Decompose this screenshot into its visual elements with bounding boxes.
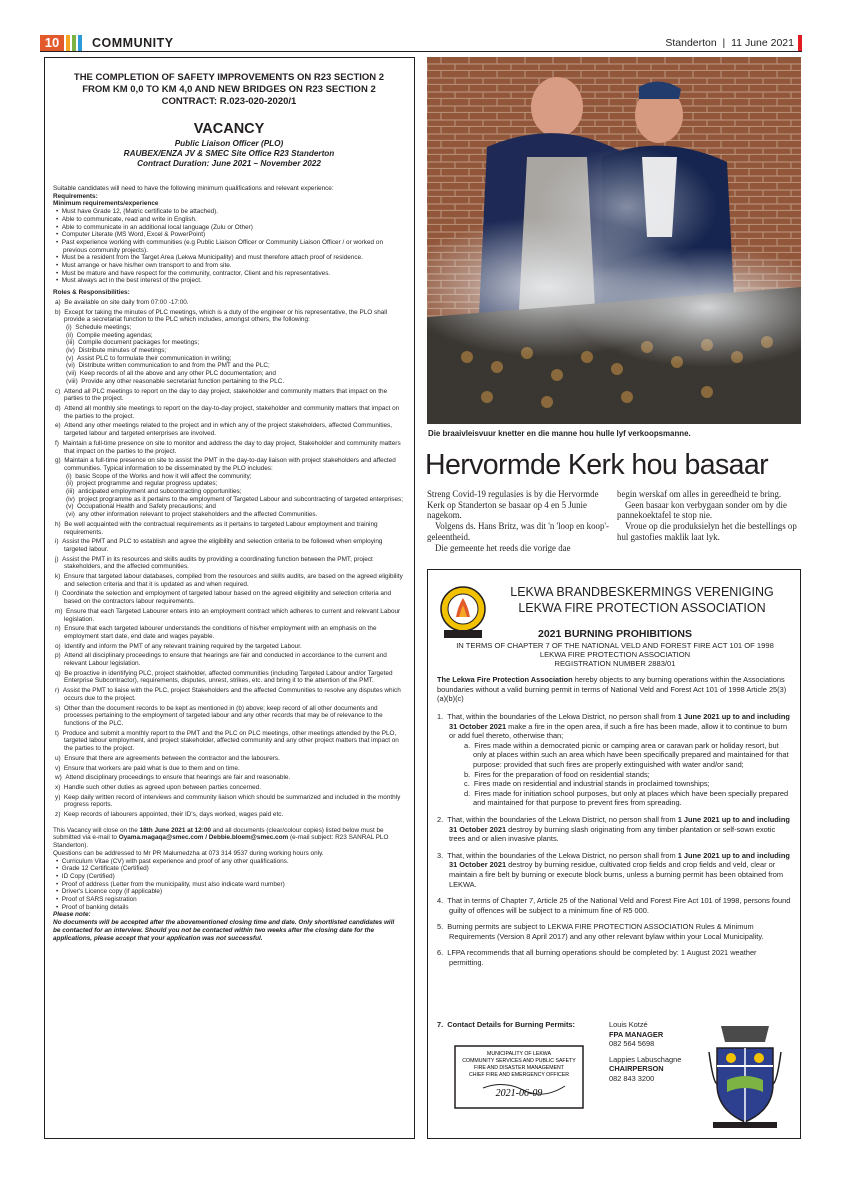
exception-text: Fires for the preparation of food on residential stands; bbox=[474, 769, 650, 779]
document-item: • Driver's Licence copy (if applicable) bbox=[56, 888, 163, 896]
requirement-item: • Must arrange or have his/her own transport to and from site. bbox=[56, 262, 232, 270]
contract-number: CONTRACT: R.023-020-2020/1 bbox=[161, 96, 297, 107]
municipal-crest bbox=[707, 1022, 783, 1130]
requirements-heading: Requirements: bbox=[53, 192, 98, 200]
role-item bbox=[53, 299, 403, 307]
role-item bbox=[53, 457, 403, 472]
prohibitions-list bbox=[437, 712, 793, 975]
role-item bbox=[53, 652, 403, 667]
role-item bbox=[53, 309, 403, 324]
prohibitions-title: 2021 BURNING PROHIBITIONS bbox=[537, 628, 693, 640]
article-column-2 bbox=[617, 489, 802, 543]
role-item bbox=[53, 811, 403, 819]
role-text: Distribute minutes of meetings; bbox=[78, 347, 167, 355]
role-key: a) bbox=[55, 298, 61, 306]
role-item bbox=[53, 705, 403, 728]
registration-number: REGISTRATION NUMBER 2883/01 bbox=[554, 659, 676, 668]
prohibition-item-5: 5. Burning permits are subject to LEKWA FIRE PROTECTION ASSOCIATION Rules & Minimum Requirements (Version 8 April 2017) and any other relevant bylaw within your Local Municipality. bbox=[437, 922, 764, 941]
minimum-requirements-heading: Minimum requirements/experience bbox=[53, 200, 159, 208]
folio: Standerton | 11 June 2021 bbox=[665, 37, 794, 49]
role-text: Assist the PMT to liaise with the PLC, project Stakeholders and the affected Communities to resolve any disputes which occurs due to the project. bbox=[62, 687, 401, 702]
role-key: n) bbox=[55, 625, 61, 633]
article-paragraph: Volgens ds. Hans Britz, was dit 'n 'loop en koop'-geleentheid. bbox=[427, 521, 609, 542]
municipal-stamp bbox=[453, 1044, 585, 1110]
role-text: Compile document packages for meetings; bbox=[78, 339, 200, 347]
role-item bbox=[53, 765, 403, 773]
exception-item bbox=[449, 779, 793, 789]
contract-duration: Contract Duration: June 2021 – November 2022 bbox=[137, 159, 321, 168]
requirement-item: • Able to communicate, read and write in English. bbox=[56, 215, 197, 223]
role-text: Assist PLC to formulate their communication in writing; bbox=[77, 354, 232, 362]
role-key: (iv) bbox=[66, 495, 75, 503]
document-item: • ID Copy (Certified) bbox=[56, 872, 115, 880]
documents-list bbox=[53, 858, 403, 912]
role-text: Occupational Health and Safety precautions; and bbox=[77, 503, 216, 511]
role-text: Distribute written communication to and from the PMT and the PLC; bbox=[78, 362, 270, 370]
role-item bbox=[53, 370, 403, 378]
note-heading: Please note: bbox=[53, 911, 91, 919]
article-paragraph: Vroue op die produksielyn het die bestellings op hul gastofies maklik laat lyk. bbox=[617, 521, 797, 542]
role-key: q) bbox=[55, 669, 61, 677]
submission-emails: Oyama.magaqa@smec.com / Debbie.bloem@smec.com bbox=[118, 834, 289, 842]
role-item bbox=[53, 573, 403, 588]
role-item bbox=[53, 670, 403, 685]
photo-caption: Die braaivleisvuur knetter en die manne hou hulle lyf verkoopsmanne. bbox=[428, 429, 691, 438]
role-key: k) bbox=[55, 573, 61, 581]
header-rule bbox=[40, 51, 802, 52]
vacancy-intro: Suitable candidates will need to have the following minimum qualifications and relevant experience: bbox=[53, 185, 334, 192]
role-key: y) bbox=[55, 793, 61, 801]
contact-details bbox=[609, 1020, 681, 1084]
role-key: e) bbox=[55, 422, 61, 430]
requirement-item: • Computer Literate (MS Word, Excel & PowerPoint) bbox=[56, 231, 206, 239]
role-text: Compile meeting agendas; bbox=[76, 331, 153, 339]
prohibition-item-4: 4. That in terms of Chapter 7, Article 25 of the National Veld and Forest Fire Act 101 of 1998, persons found guilty of offences will be subject to a minimum fine of R5 000. bbox=[437, 896, 791, 915]
role-key: l) bbox=[55, 590, 59, 598]
role-key: m) bbox=[55, 607, 63, 615]
vacancy-body bbox=[53, 185, 403, 942]
role-key: (vii) bbox=[66, 370, 77, 378]
role-key: (i) bbox=[66, 323, 72, 331]
contact-1-name: Louis Kotzé bbox=[609, 1020, 648, 1029]
prohibition-item-6: 6. LFPA recommends that all burning operations should be completed by: 1 August 2021 weather permitting. bbox=[437, 948, 757, 968]
exception-item bbox=[449, 789, 793, 808]
roles-heading: Roles & Responsibilities: bbox=[53, 289, 130, 297]
association-name-afrikaans: LEKWA BRANDBESKERMINGS VERENIGING bbox=[510, 585, 774, 599]
role-item bbox=[53, 488, 403, 496]
role-key: (ii) bbox=[66, 331, 74, 339]
role-text: Ensure that each Targeted Labourer enters into an employment contract which adheres to current and relevant Labour legislation. bbox=[64, 607, 401, 623]
role-item bbox=[53, 405, 403, 420]
role-text: Ensure that there are agreements between the contractor and the labourers. bbox=[64, 754, 280, 762]
contact-1-phone: 082 564 5698 bbox=[609, 1039, 655, 1049]
exception-text: Fires made for initiation school purposes, but only at places which have been specially prepared and maintained for that purpose to prevent fires from spreading. bbox=[473, 788, 789, 808]
role-item bbox=[53, 730, 403, 753]
role-text: Maintain a full-time presence on site to assist the PMT in the day-to-day liaison with project stakeholders and affected communities. Typical information to be disseminated by the PLO includes: bbox=[64, 457, 396, 472]
exception-text: Fires made within a democrated picnic or camping area or caravan park or holiday resort, but only at places within such an area which have been specifically prepared and maintained for that purpose: provided that such fires are properly extinguished with water and/or sand; bbox=[473, 740, 789, 769]
stamp-line-3: FIRE AND DISASTER MANAGEMENT bbox=[474, 1065, 564, 1071]
role-text: Identify and inform the PMT of any relevant training required by the targeted Labour. bbox=[64, 642, 302, 650]
article-column-1 bbox=[427, 489, 612, 553]
role-text: Except for taking the minutes of PLC meetings, which is a duty of the engineer or his representative, the PLO shall provide a secretariat function to the PLC which includes, amongst others, the following: bbox=[64, 308, 388, 324]
role-text: Be well acquainted with the contractual requirements as it pertains to targeted Labour employment and training requirements. bbox=[64, 520, 378, 536]
role-key: (i) bbox=[66, 472, 72, 480]
closing-notice: This Vacancy will close on the 18th June 2021 at 12:00 and all documents (clear/colour copies) listed below must be submitted via e-mail to Oyama.magaqa@smec.com / Debbie.bloem@smec.com (e-mail subject: R23 SANRAL PLO Standerton). bbox=[53, 826, 389, 850]
role-key: b) bbox=[55, 308, 61, 316]
role-key: (ii) bbox=[66, 480, 74, 488]
document-item: • Proof of SARS registration bbox=[56, 896, 137, 904]
exception-key: d. bbox=[464, 788, 471, 798]
role-key: (v) bbox=[66, 503, 74, 511]
section-title: COMMUNITY bbox=[92, 36, 174, 50]
note-text: No documents will be accepted after the abovementioned closing time and date. Only shortlisted candidates will be contacted for an interview. Should you not be contacted within two weeks after the closing date for the applications, please accept that your application was not successful. bbox=[53, 919, 395, 942]
roles-list bbox=[53, 299, 403, 819]
fire-intro: The Lekwa Fire Protection Association hereby objects to any burning operations within the Associations boundaries without a valid burning permit in terms of National Veld and Forest Act 101 of 1998 Article 25(3)(a)(b)(c) bbox=[437, 675, 787, 704]
article-paragraph: Streng Covid-19 regulasies is by die Hervormde Kerk op Standerton se basaar op 4 en 5 Junie nagekom. bbox=[427, 489, 599, 521]
exception-key: b. bbox=[464, 769, 471, 779]
role-item bbox=[53, 332, 403, 340]
role-item bbox=[53, 511, 403, 519]
association-line: LEKWA FIRE PROTECTION ASSOCIATION bbox=[539, 650, 691, 659]
role-item bbox=[53, 473, 403, 481]
role-item bbox=[53, 496, 403, 504]
site-office: RAUBEX/ENZA JV & SMEC Site Office R23 Standerton bbox=[123, 149, 335, 158]
role-item bbox=[53, 784, 403, 792]
role-key: d) bbox=[55, 404, 61, 412]
act-reference: IN TERMS OF CHAPTER 7 OF THE NATIONAL VELD AND FOREST FIRE ACT 101 OF 1998 bbox=[456, 641, 774, 650]
role-key: (v) bbox=[66, 354, 74, 362]
role-key: s) bbox=[55, 704, 61, 712]
role-item bbox=[53, 347, 403, 355]
role-item bbox=[53, 774, 403, 782]
prohibition-item-1: 1. That, within the boundaries of the Lekwa District, no person shall from 1 June 2021 up to and including 31 October 2021 make a fire in the open area, if such a fire has been made, allow it to continue to burn or add fuel thereto, otherwise than; a. Fires made within a democrated picnic or camping area or caravan park or holiday resort, but only at places within such an area which have been specifically prepared and maintained for that purpose: provided that such fires are properly extinguished with water and/or sand; b. Fires for the preparation of food on residential stands; c. Fires made on residential and industrial stands in proclaimed townships; d. Fires made for initiation school purposes, but only at places which have been specially prepared and maintained for that purpose to prevent fires from spreading. bbox=[437, 712, 793, 808]
stamp-date: 2021-06-09 bbox=[495, 1088, 543, 1099]
role-item bbox=[53, 378, 403, 386]
publication-name: Standerton bbox=[665, 37, 717, 49]
document-item: • Proof of address (Letter from the municipality, must also indicate ward number) bbox=[56, 880, 285, 888]
contact-2-role: CHAIRPERSON bbox=[609, 1064, 664, 1074]
role-item bbox=[53, 687, 403, 702]
article-paragraph: begin werskaf om alles in gereedheid te bring. bbox=[617, 489, 782, 499]
prohibitions-heading bbox=[437, 628, 793, 668]
stamp-line-1: MUNICIPALITY OF LEKWA bbox=[487, 1051, 551, 1057]
article-paragraph: Die gemeente het reeds die vorige dae bbox=[435, 542, 571, 553]
role-key: o) bbox=[55, 642, 61, 650]
role-key: (viii) bbox=[66, 377, 78, 385]
requirement-item: • Must have Grade 12, (Matric certificate to be attached). bbox=[56, 208, 219, 216]
role-key: f) bbox=[55, 439, 59, 447]
role-text: Keep records of labourers appointed, their ID's, days worked, wages paid etc. bbox=[63, 811, 284, 819]
role-item bbox=[53, 388, 403, 403]
role-text: Coordinate the selection and employment of targeted labour based on the agreed eligibility and selection criteria and based on the contractors labour requirements. bbox=[62, 590, 392, 606]
project-line-2: FROM KM 0,0 TO KM 4,0 AND NEW BRIDGES ON R23 SECTION 2 bbox=[82, 84, 376, 95]
document-item: • Grade 12 Certificate (Certified) bbox=[56, 865, 149, 873]
role-key: w) bbox=[55, 774, 62, 782]
role-key: z) bbox=[55, 811, 61, 819]
exception-key: c. bbox=[464, 779, 470, 789]
position-title: Public Liaison Officer (PLO) bbox=[174, 139, 284, 148]
contact-2-phone: 082 843 3200 bbox=[609, 1073, 655, 1083]
exception-key: a. bbox=[464, 740, 471, 750]
role-text: Ensure that workers are paid what is due to them and on time. bbox=[63, 764, 240, 772]
role-item bbox=[53, 556, 403, 571]
role-key: (iii) bbox=[66, 488, 75, 496]
requirement-item: • Must be mature and have respect for the community, contractor, Client and his representatives. bbox=[56, 269, 331, 277]
requirement-item: • Past experience working with communities (e.g Public Liaison Officer or Community Liaison Officer / or worked on previous community projects). bbox=[56, 238, 383, 254]
role-item bbox=[53, 324, 403, 332]
requirement-item: • Must always act in the best interest of the project. bbox=[56, 277, 202, 285]
role-text: Produce and submit a monthly report to the PMT and the PLC on PLC meetings, other meetings attended by the PLO, targeted labour employment, and project stakeholder, affected community and any other project matters that impact on the parties to the project. bbox=[62, 729, 399, 753]
role-text: Ensure that targeted labour databases, compiled from the resources and skills audits, are based on the agreed eligibility and selection criteria and that it is updated as and when required. bbox=[63, 573, 403, 588]
role-text: Keep records of all the above and any other PLC documentation; and bbox=[79, 370, 276, 378]
role-item bbox=[53, 538, 403, 553]
issue-date: 11 June 2021 bbox=[731, 37, 794, 49]
contact-2-name: Lappies Labuschagne bbox=[609, 1054, 682, 1064]
role-item bbox=[53, 480, 403, 488]
role-key: (vi) bbox=[66, 511, 75, 519]
role-item bbox=[53, 794, 403, 809]
role-text: Provide any other reasonable secretariat function pertaining to the PLC. bbox=[81, 377, 285, 385]
folio-accent-bar bbox=[798, 35, 802, 51]
role-key: j) bbox=[55, 555, 59, 563]
role-text: project programme as it pertains to the employment of Targeted Labour and subcontracting of targeted enterprises; bbox=[78, 495, 404, 503]
role-item bbox=[53, 422, 403, 437]
braai-photo bbox=[427, 57, 801, 424]
role-text: anticipated employment and subcontracting opportunities; bbox=[78, 488, 242, 496]
prohibition-item-2: 2. That, within the boundaries of the Lekwa District, no person shall from 1 June 2021 up to and including 31 October 2021 destroy by burning slash originating from any timber plantation or self-sown exotic trees and or alien invasive plants. bbox=[437, 814, 790, 844]
contact-1-role: FPA MANAGER bbox=[609, 1029, 664, 1039]
role-key: r) bbox=[55, 687, 60, 695]
role-key: h) bbox=[55, 520, 61, 528]
role-item bbox=[53, 503, 403, 511]
role-key: i) bbox=[55, 538, 59, 546]
role-key: (iii) bbox=[66, 339, 75, 347]
role-text: Maintain a full-time presence on site to monitor and address the day to day project, Stakeholder and community matters that impact on the parties to the project. bbox=[62, 439, 401, 455]
role-item bbox=[53, 440, 403, 455]
role-key: (iv) bbox=[66, 347, 75, 355]
role-text: Ensure that each targeted labourer understands the conditions of his/her employment with an emphasis on the employment start date, end date and wages payable. bbox=[64, 625, 377, 640]
role-item bbox=[53, 362, 403, 370]
role-text: Attend all PLC meetings to report on the day to day project, stakeholder and community matters that impact on the parties to the project. bbox=[63, 387, 388, 403]
role-text: Schedule meetings; bbox=[75, 323, 132, 331]
role-key: c) bbox=[55, 387, 61, 395]
role-key: p) bbox=[55, 652, 61, 660]
role-item bbox=[53, 590, 403, 605]
role-item bbox=[53, 643, 403, 651]
requirements-list bbox=[53, 208, 403, 285]
role-item bbox=[53, 521, 403, 536]
role-text: Be available on site daily from 07:00 -17:00. bbox=[64, 298, 189, 306]
requirement-item: • Must be a resident from the Target Area (Lekwa Municipality) and must therefore attach proof of residence. bbox=[56, 254, 363, 262]
exception-item bbox=[449, 770, 793, 780]
role-text: project programme and regular progress updates; bbox=[76, 480, 218, 488]
role-text: basic Scope of the Works and how it will affect the community; bbox=[75, 472, 252, 480]
contacts-label: 7. Contact Details for Burning Permits: bbox=[437, 1020, 575, 1029]
page-number: 10 bbox=[40, 35, 64, 51]
role-text: Keep daily written record of interviews and community liaison which should be summarized and included in the monthly progress reports. bbox=[63, 793, 401, 809]
role-text: Other than the document records to be kept as mentioned in (b) above; keep record of all other documents and processes pertaining to the employment of targeted labour and any other records that may be of relevance to the functions of the PLC. bbox=[63, 704, 383, 727]
questions-contact: Questions can be addressed to Mr PR Malumedzha at 073 314 9537 during working hours only. bbox=[53, 849, 324, 857]
role-key: v) bbox=[55, 764, 61, 772]
role-item bbox=[53, 355, 403, 363]
role-text: any other information relevant to project stakeholders and the affected Communities. bbox=[78, 511, 318, 519]
role-item bbox=[53, 608, 403, 623]
role-text: Be proactive in identifying PLC, project stakholder, affected communities (including Targeted Labour and/or Targeted Enterprise Subcontractor), requirements, disputes, unrest, strikes, etc. and bring it to the attention of the PMT. bbox=[64, 669, 393, 685]
role-key: t) bbox=[55, 729, 59, 737]
article-headline: Hervormde Kerk hou basaar bbox=[425, 449, 769, 481]
role-text: Assist the PMT in its resources and skills audits by providing a coordinating function between the PMT, project stakeholders, and the affected communities. bbox=[62, 555, 373, 571]
vacancy-subtitle bbox=[55, 139, 403, 169]
document-item: • Curriculum Vitae (CV) with past experience and proof of any other qualifications. bbox=[56, 857, 289, 865]
prohibition-item-3: 3. That, within the boundaries of the Lekwa District, no person shall from 1 June 2021 up to and including 31 October 2021 destroy by burning residue, cultivated crop fields and crop fields and veld, clear or maintain a fire belt by burning or execute block burns, unless a burning permit has been obtained from LEKWA. bbox=[437, 850, 790, 889]
role-item bbox=[53, 625, 403, 640]
association-name-english: LEKWA FIRE PROTECTION ASSOCIATION bbox=[518, 601, 766, 615]
role-text: Attend disciplinary proceedings to ensure that hearings are fair and reasonable. bbox=[65, 774, 291, 782]
document-item: • Proof of banking details bbox=[56, 903, 129, 911]
vacancy-title: VACANCY bbox=[193, 121, 265, 137]
role-item bbox=[53, 755, 403, 763]
stamp-line-2: COMMUNITY SERVICES AND PUBLIC SAFETY bbox=[462, 1058, 576, 1064]
exception-item bbox=[449, 741, 793, 770]
role-key: x) bbox=[55, 783, 61, 791]
role-item bbox=[53, 339, 403, 347]
role-text: Assist the PMT and PLC to establish and agree the eligibility and selection criteria to be followed when employing targeted labour. bbox=[62, 538, 383, 553]
role-key: u) bbox=[55, 754, 61, 762]
role-key: g) bbox=[55, 457, 61, 465]
prohibition-item-1-exceptions bbox=[449, 741, 793, 808]
exception-text: Fires made on residential and industrial stands in proclaimed townships; bbox=[473, 779, 710, 789]
role-text: Attend any other meetings related to the project and in which any of the project stakeholders, affected Communities, targeted labour and targeted enterprises are involved. bbox=[64, 422, 393, 438]
requirement-item: • Able to communicate in an additional local language (Zulu or Other) bbox=[56, 223, 253, 231]
role-text: Handle such other duties as agreed upon between parties concerned. bbox=[63, 783, 262, 791]
vacancy-project-title bbox=[55, 72, 403, 108]
stamp-line-4: CHIEF FIRE AND EMERGENCY OFFICER bbox=[469, 1072, 569, 1078]
role-text: Attend all monthly site meetings to report on the day-to-day project, stakeholder and community matters that impact on the parties to the project. bbox=[64, 404, 400, 420]
role-text: Attend all disciplinary proceedings to ensure that hearings are fair and conducted in accordance to the current and relevant Labour legislation. bbox=[64, 652, 387, 668]
article-paragraph: Geen basaar kon verbygaan sonder om by die pannekoektafel te stop nie. bbox=[617, 499, 787, 521]
project-line-1: THE COMPLETION OF SAFETY IMPROVEMENTS ON R23 SECTION 2 bbox=[73, 72, 385, 83]
role-key: (vi) bbox=[66, 362, 75, 370]
